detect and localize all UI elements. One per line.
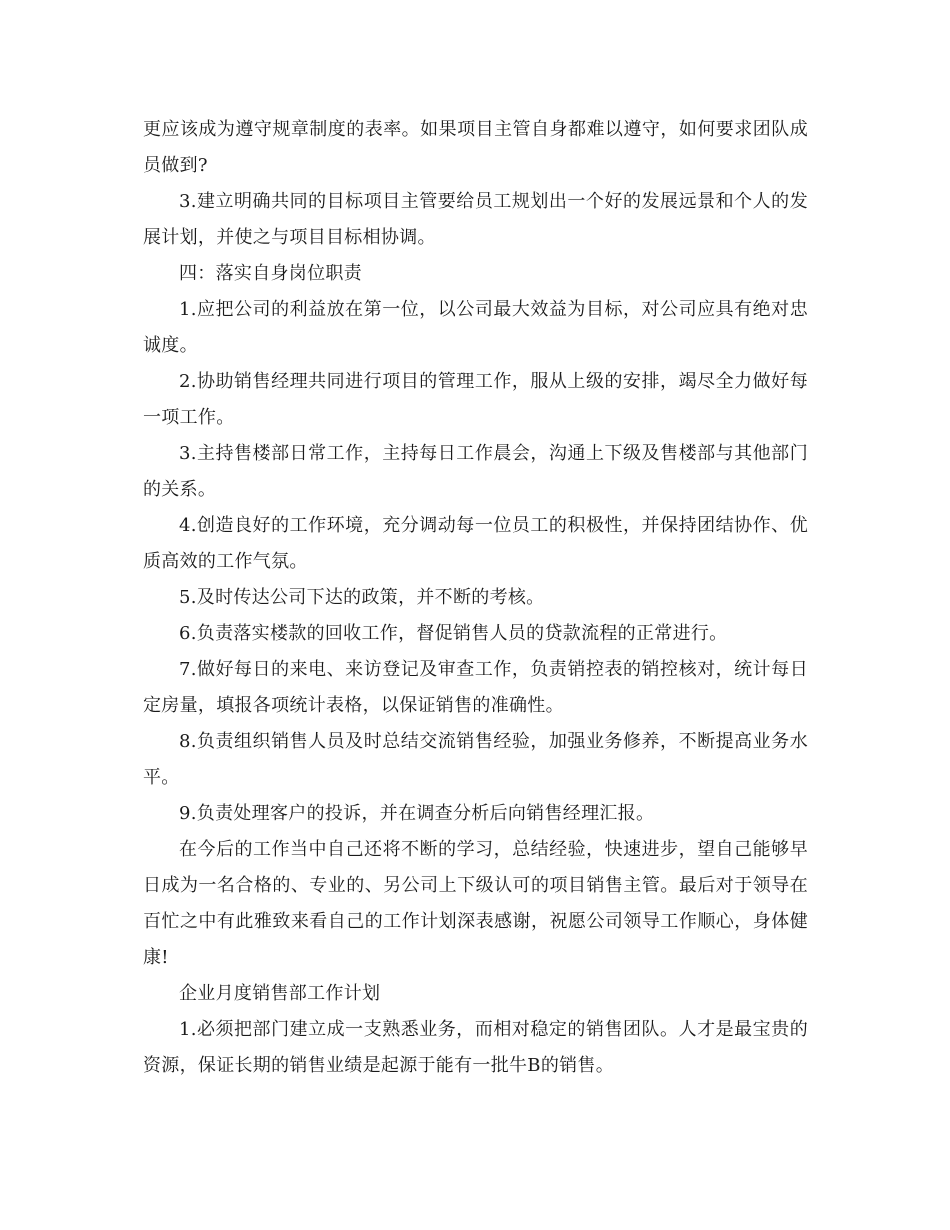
duty-item-4: 4.创造良好的工作环境，充分调动每一位员工的积极性，并保持团结协作、优质高效的工作气氛。 bbox=[143, 515, 808, 572]
duty-item-6: 6.负责落实楼款的回收工作，督促销售人员的贷款流程的正常进行。 bbox=[179, 623, 728, 644]
duty-item-9: 9.负责处理客户的投诉，并在调查分析后向销售经理汇报。 bbox=[179, 803, 655, 824]
duty-item-7: 7.做好每日的来电、来访登记及审查工作，负责销控表的销控核对，统计每日定房量，填报各项统计表格，以保证销售的准确性。 bbox=[143, 659, 808, 716]
plan-item-1: 1.必须把部门建立成一支熟悉业务，而相对稳定的销售团队。人才是最宝贵的资源，保证长期的销售业绩是起源于能有一批牛B的销售。 bbox=[143, 1019, 808, 1076]
closing-paragraph: 在今后的工作当中自己还将不断的学习，总结经验，快速进步，望自己能够早日成为一名合格的、专业的、另公司上下级认可的项目销售主管。最后对于领导在百忙之中有此雅致来看自己的工作计划深表感谢，祝愿公司领导工作顺心，身体健康! bbox=[143, 839, 808, 968]
duty-item-8: 8.负责组织销售人员及时总结交流销售经验，加强业务修养，不断提高业务水平。 bbox=[143, 731, 808, 788]
duty-item-5: 5.及时传达公司下达的政策，并不断的考核。 bbox=[179, 587, 545, 608]
section-heading-monthly-plan: 企业月度销售部工作计划 bbox=[179, 983, 381, 1004]
paragraph-item-3-goals: 3.建立明确共同的目标项目主管要给员工规划出一个好的发展远景和个人的发展计划，并使之与项目目标相协调。 bbox=[143, 191, 808, 248]
paragraph-continuation: 更应该成为遵守规章制度的表率。如果项目主管自身都难以遵守，如何要求团队成员做到? bbox=[143, 119, 808, 176]
document-body bbox=[143, 112, 808, 1084]
duty-item-1: 1.应把公司的利益放在第一位，以公司最大效益为目标，对公司应具有绝对忠诚度。 bbox=[143, 299, 808, 356]
duty-item-2: 2.协助销售经理共同进行项目的管理工作，服从上级的安排，竭尽全力做好每一项工作。 bbox=[143, 371, 808, 428]
section-heading-duties: 四：落实自身岗位职责 bbox=[179, 263, 362, 284]
duty-item-3: 3.主持售楼部日常工作，主持每日工作晨会，沟通上下级及售楼部与其他部门的关系。 bbox=[143, 443, 808, 500]
